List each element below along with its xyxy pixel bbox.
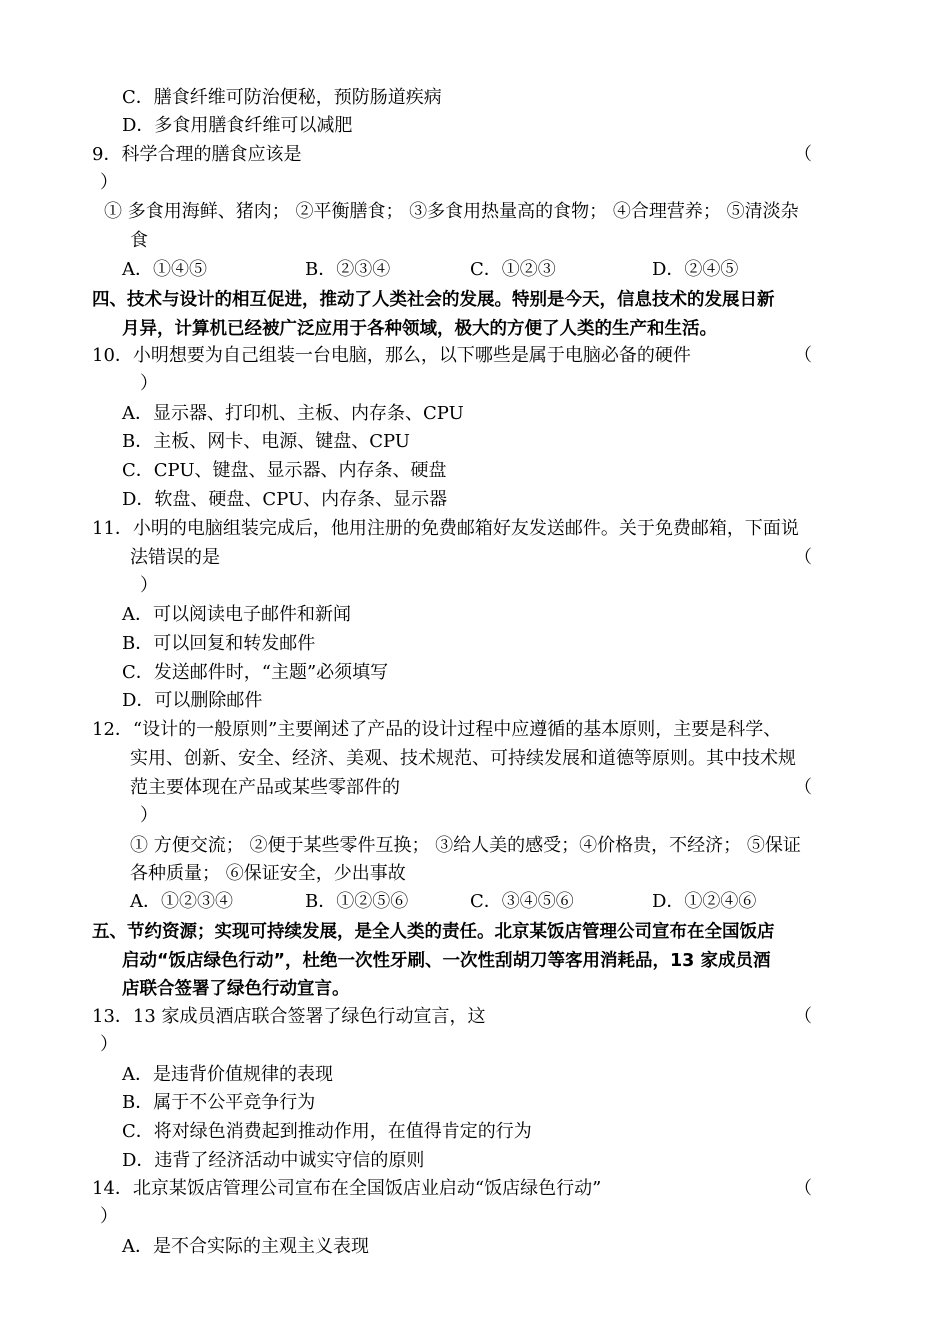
question-10: 10．小明想要为自己组装一台电脑，那么，以下哪些是属于电脑必备的硬件 bbox=[92, 345, 691, 366]
question-11-line-2: 法错误的是 bbox=[130, 547, 220, 568]
question-12-line-2: 实用、创新、安全、经济、美观、技术规范、可持续发展和道德等原则。其中技术规 bbox=[130, 748, 796, 769]
question-11-line-1: 11．小明的电脑组装完成后，他用注册的免费邮箱好友发送邮件。关于免费邮箱，下面说 bbox=[92, 518, 799, 539]
section-4-heading-line-2: 月异，计算机已经被广泛应用于各种领域，极大的方便了人类的生产和生活。 bbox=[122, 319, 717, 339]
section-4-heading-line-1: 四、技术与设计的相互促进，推动了人类社会的发展。特别是今天，信息技术的发展日新 bbox=[92, 290, 775, 310]
option-q11-b: B．可以回复和转发邮件 bbox=[122, 633, 316, 654]
option-q13-a: A．是违背价值规律的表现 bbox=[122, 1064, 333, 1085]
answer-paren-close-q13: ） bbox=[100, 1034, 118, 1055]
option-q11-a: A．可以阅读电子邮件和新闻 bbox=[122, 604, 351, 625]
option-q9-d: D．②④⑤ bbox=[652, 259, 739, 280]
q9-items-line-1: ① 多食用海鲜、猪肉； ②平衡膳食； ③多食用热量高的食物； ④合理营养； ⑤清淡杂 bbox=[104, 201, 799, 222]
question-9: 9．科学合理的膳食应该是 bbox=[92, 144, 302, 165]
option-q8-c: C．膳食纤维可防治便秘，预防肠道疾病 bbox=[122, 87, 442, 108]
answer-paren-open-q9: （ bbox=[794, 144, 812, 165]
answer-paren-close-q9: ） bbox=[100, 172, 118, 193]
answer-paren-open-q14: （ bbox=[794, 1178, 812, 1199]
option-q8-d: D．多食用膳食纤维可以减肥 bbox=[122, 115, 353, 136]
question-14: 14．北京某饭店管理公司宣布在全国饭店业启动“饭店绿色行动” bbox=[92, 1178, 602, 1199]
option-q10-b: B．主板、网卡、电源、键盘、CPU bbox=[122, 431, 410, 452]
option-q11-c: C．发送邮件时，“主题”必须填写 bbox=[122, 662, 389, 683]
option-q12-b: B．①②⑤⑥ bbox=[305, 891, 409, 912]
option-q9-b: B．②③④ bbox=[305, 259, 391, 280]
section-5-heading-line-3: 店联合签署了绿色行动宣言。 bbox=[122, 979, 350, 999]
q12-items-line-2: 各种质量； ⑥保证安全，少出事故 bbox=[130, 863, 406, 884]
option-q12-a: A．①②③④ bbox=[130, 891, 233, 912]
section-5-heading-line-2: 启动“饭店绿色行动”，杜绝一次性牙刷、一次性刮胡刀等客用消耗品，13 家成员酒 bbox=[122, 951, 771, 971]
option-q10-d: D．软盘、硬盘、CPU、内存条、显示器 bbox=[122, 489, 448, 510]
option-q9-c: C．①②③ bbox=[470, 259, 556, 280]
option-q14-a: A．是不合实际的主观主义表现 bbox=[122, 1236, 369, 1257]
section-5-heading-line-1: 五、节约资源；实现可持续发展，是全人类的责任。北京某饭店管理公司宣布在全国饭店 bbox=[92, 922, 775, 942]
answer-paren-close-q11: ） bbox=[140, 575, 158, 596]
option-q10-a: A．显示器、打印机、主板、内存条、CPU bbox=[122, 403, 464, 424]
answer-paren-open-q12: （ bbox=[794, 777, 812, 798]
answer-paren-close-q12: ） bbox=[140, 805, 158, 826]
question-12-line-3: 范主要体现在产品或某些零部件的 bbox=[130, 777, 400, 798]
question-12-line-1: 12．“设计的一般原则”主要阐述了产品的设计过程中应遵循的基本原则，主要是科学、 bbox=[92, 719, 782, 740]
answer-paren-open-q10: （ bbox=[794, 345, 812, 366]
answer-paren-open-q11: （ bbox=[794, 547, 812, 568]
answer-paren-close-q10: ） bbox=[140, 373, 158, 394]
option-q10-c: C．CPU、键盘、显示器、内存条、硬盘 bbox=[122, 460, 447, 481]
answer-paren-close-q14: ） bbox=[100, 1206, 118, 1227]
question-13: 13．13 家成员酒店联合签署了绿色行动宣言，这 bbox=[92, 1006, 486, 1027]
answer-paren-open-q13: （ bbox=[794, 1006, 812, 1027]
option-q9-a: A．①④⑤ bbox=[122, 259, 207, 280]
option-q11-d: D．可以删除邮件 bbox=[122, 690, 263, 711]
option-q13-d: D．违背了经济活动中诚实守信的原则 bbox=[122, 1150, 425, 1171]
option-q12-c: C．③④⑤⑥ bbox=[470, 891, 574, 912]
option-q12-d: D．①②④⑥ bbox=[652, 891, 757, 912]
q9-items-line-2: 食 bbox=[130, 230, 148, 251]
option-q13-b: B．属于不公平竞争行为 bbox=[122, 1092, 316, 1113]
q12-items-line-1: ① 方便交流； ②便于某些零件互换； ③给人美的感受；④价格贵，不经济； ⑤保证 bbox=[130, 835, 801, 856]
option-q13-c: C．将对绿色消费起到推动作用，在值得肯定的行为 bbox=[122, 1121, 532, 1142]
